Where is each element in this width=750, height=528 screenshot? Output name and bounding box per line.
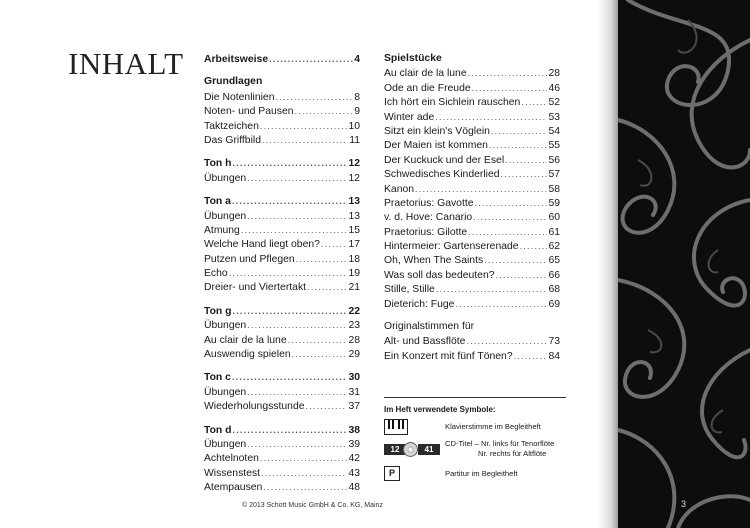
- toc-entry[interactable]: Au clair de la lune ..... 28: [384, 66, 560, 80]
- toc-entry-arbeitsweise[interactable]: Arbeitsweise ..... 4: [204, 52, 360, 66]
- toc-entry[interactable]: Wiederholungsstunde ..... 37: [204, 399, 360, 413]
- toc-entry[interactable]: Achtelnoten ..... 42: [204, 451, 360, 465]
- toc-entry[interactable]: Praetorius: Gilotte ..... 61: [384, 225, 560, 239]
- cd-text-line1: CD-Titel – Nr. links für Tenorflöte: [445, 439, 555, 448]
- divider: [384, 397, 566, 398]
- partitur-p-icon: P: [384, 466, 400, 481]
- toc-entry[interactable]: Schwedisches Kinderlied ..... 57: [384, 167, 560, 181]
- toc-entry[interactable]: Die Notenlinien ..... 8: [204, 90, 360, 104]
- toc-entry[interactable]: Übungen ..... 12: [204, 171, 360, 185]
- copyright-footer: © 2013 Schott Music GmbH & Co. KG, Mainz: [242, 502, 383, 509]
- cd-disc-icon: [403, 442, 418, 457]
- toc-entry[interactable]: Welche Hand liegt oben? ..... 17: [204, 237, 360, 251]
- page-title: INHALT: [68, 46, 184, 81]
- symbols-heading: Im Heft verwendete Symbole:: [384, 405, 496, 414]
- toc-entry[interactable]: Das Griffbild ..... 11: [204, 133, 360, 147]
- toc-entry[interactable]: Praetorius: Gavotte ..... 59: [384, 196, 560, 210]
- toc-right-column: [384, 52, 560, 363]
- cd-track-icon: [384, 444, 440, 455]
- toc-entry[interactable]: Auswendig spielen ..... 29: [204, 347, 360, 361]
- toc-entry[interactable]: Kanon ..... 58: [384, 182, 560, 196]
- toc-entry[interactable]: Atmung ..... 15: [204, 223, 360, 237]
- toc-section-ton-c[interactable]: Ton c ..... 30: [204, 370, 360, 384]
- toc-left-column: [204, 52, 360, 495]
- swirl-ornament-panel: [618, 0, 750, 528]
- toc-entry[interactable]: Hintermeier: Gartenserenade ..... 62: [384, 239, 560, 253]
- swirl-ornament-icon: [618, 0, 750, 528]
- piano-symbol-text: Klavierstimme im Begleitheft: [445, 422, 541, 431]
- toc-entry[interactable]: Ode an die Freude ..... 46: [384, 81, 560, 95]
- toc-originalstimmen-title: Originalstimmen für: [384, 321, 475, 333]
- toc-entry[interactable]: Winter ade ..... 53: [384, 110, 560, 124]
- toc-entry[interactable]: Der Kuckuck und der Esel ..... 56: [384, 153, 560, 167]
- toc-entry[interactable]: Übungen ..... 39: [204, 437, 360, 451]
- toc-entry[interactable]: Oh, When The Saints ..... 65: [384, 253, 560, 267]
- toc-section-spielstuecke: Spielstücke: [384, 53, 442, 64]
- cd-symbol-text: [445, 439, 554, 459]
- toc-section-ton-d[interactable]: Ton d ..... 38: [204, 423, 360, 437]
- page-fold-shadow: [598, 0, 620, 528]
- toc-section-ton-g[interactable]: Ton g ..... 22: [204, 304, 360, 318]
- toc-entry[interactable]: Übungen ..... 23: [204, 318, 360, 332]
- cd-right-number: 41: [418, 444, 440, 455]
- toc-entry[interactable]: Was soll das bedeuten? ..... 66: [384, 268, 560, 282]
- toc-entry[interactable]: Übungen ..... 13: [204, 209, 360, 223]
- toc-entry[interactable]: Wissenstest ..... 43: [204, 466, 360, 480]
- toc-entry[interactable]: Au clair de la lune ..... 28: [204, 333, 360, 347]
- toc-entry[interactable]: Echo ..... 19: [204, 266, 360, 280]
- toc-section-ton-h[interactable]: Ton h ..... 12: [204, 156, 360, 170]
- toc-entry[interactable]: Atempausen ..... 48: [204, 480, 360, 494]
- cd-text-line2: Nr. rechts für Altflöte: [478, 449, 547, 458]
- page-number: 3: [681, 499, 687, 509]
- toc-entry[interactable]: Dieterich: Fuge ..... 69: [384, 297, 560, 311]
- toc-entry[interactable]: Dreier- und Viertertakt ..... 21: [204, 280, 360, 294]
- cd-left-number: 12: [384, 444, 406, 455]
- toc-entry[interactable]: Putzen und Pflegen ..... 18: [204, 252, 360, 266]
- toc-entry[interactable]: Taktzeichen ..... 10: [204, 119, 360, 133]
- toc-entry[interactable]: Noten- und Pausen ..... 9: [204, 104, 360, 118]
- toc-section-grundlagen: Grundlagen: [204, 76, 263, 88]
- toc-entry[interactable]: Übungen ..... 31: [204, 385, 360, 399]
- toc-entry[interactable]: Der Maien ist kommen ..... 55: [384, 138, 560, 152]
- toc-section-ton-a[interactable]: Ton a ..... 13: [204, 194, 360, 208]
- toc-entry[interactable]: Sitzt ein klein's Vöglein ..... 54: [384, 124, 560, 138]
- toc-entry[interactable]: Stille, Stille ..... 68: [384, 282, 560, 296]
- piano-keys-icon: [384, 419, 408, 435]
- partitur-symbol-text: Partitur im Begleitheft: [445, 469, 518, 478]
- toc-entry[interactable]: Alt- und Bassflöte ..... 73: [384, 334, 560, 348]
- toc-entry[interactable]: Ein Konzert mit fünf Tönen? ..... 84: [384, 349, 560, 363]
- toc-entry[interactable]: Ich hört ein Sichlein rauschen ..... 52: [384, 95, 560, 109]
- toc-entry[interactable]: v. d. Hove: Canario ..... 60: [384, 210, 560, 224]
